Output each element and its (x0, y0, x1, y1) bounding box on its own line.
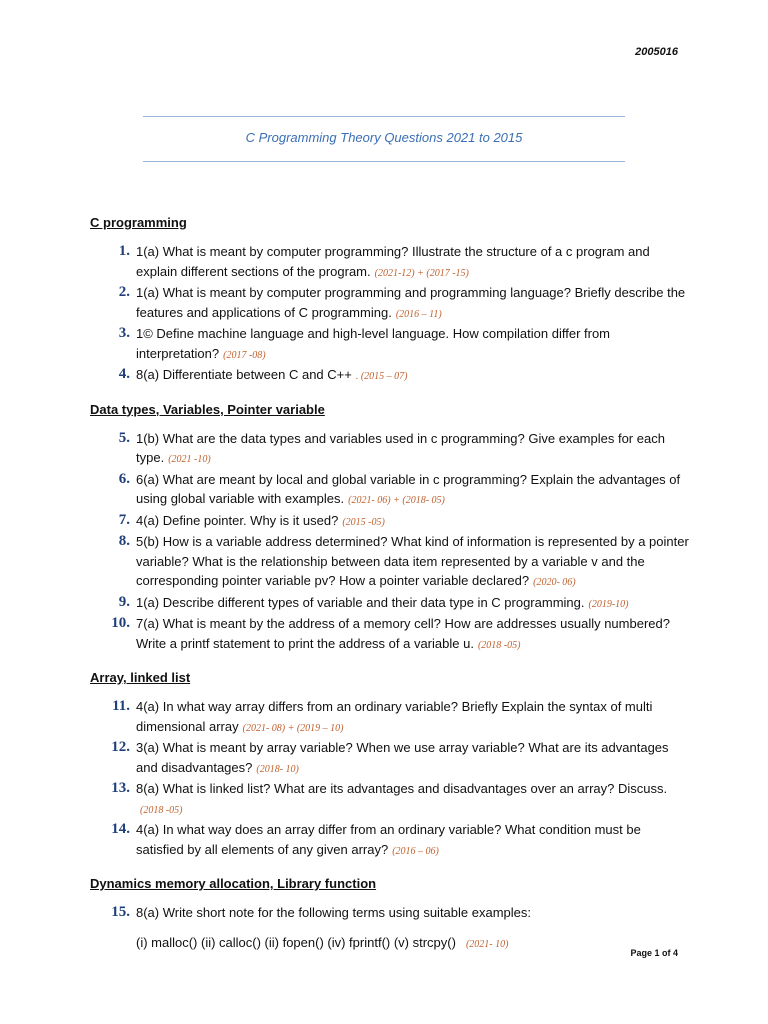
question-text: 1(a) Describe different types of variable and their data type in C programming. (136, 594, 585, 610)
question-item (90, 614, 690, 655)
question-item (90, 242, 690, 283)
question-text: 1(b) What are the data types and variables used in c programming? Give examples for each type. (136, 430, 665, 465)
section (90, 401, 690, 656)
exam-year-tag: (2017 -08) (223, 349, 266, 361)
question-text: 3(a) What is meant by array variable? When we use array variable? What are its advantages and disadvantages? (136, 740, 669, 775)
exam-year-tag: (2018 -05) (477, 639, 521, 651)
question-number: 14. (111, 821, 130, 837)
question-item (90, 324, 690, 365)
question-text: 6(a) What are meant by local and global variable in c programming? Explain the advantages of using global variable with examples. (136, 471, 681, 506)
exam-year-tag: (2021-12) + (2017 -15) (374, 267, 469, 279)
question-text: 4(a) Define pointer. Why is it used? (136, 512, 339, 528)
question-number: 1. (118, 243, 130, 259)
question-number: 11. (112, 698, 130, 714)
question-text: 4(a) In what way does an array differ from an ordinary variable? What condition must be satisfied by all elements of any given array? (136, 822, 641, 857)
question-text: 1(a) What is meant by computer programming and programming language? Briefly describe the features and applications of C programming. (136, 285, 686, 320)
exam-year-tag: . (2015 – 07) (355, 371, 408, 382)
exam-year-tag: (2016 – 06) (392, 845, 439, 857)
question-item (90, 470, 690, 511)
question-number: 7. (118, 511, 130, 528)
section-heading: Array, linked list (90, 670, 191, 685)
question-text: 1© Define machine language and high-level language. How compilation differ from interpretation? (136, 326, 611, 361)
question-item (90, 738, 690, 779)
question-number: 12. (111, 739, 130, 755)
exam-year-tag: (2020- 06) (533, 577, 576, 588)
question-number: 10. (111, 615, 130, 631)
title-bottom-rule (143, 161, 625, 162)
question-item (90, 283, 690, 324)
question-item (90, 593, 690, 615)
function-list-text: (i) malloc() (ii) calloc() (ii) fopen() (iv) fprintf() (v) strcpy() (136, 934, 456, 950)
question-items (90, 429, 690, 656)
page-number: Page 1 of 4 (630, 948, 678, 958)
exam-year-tag: (2021- 08) + (2019 – 10) (242, 722, 344, 734)
question-item (90, 697, 690, 738)
exam-year-tag: (2015 -05) (342, 516, 385, 528)
section (90, 214, 690, 387)
exam-year-tag: (2021 -10) (168, 454, 211, 465)
exam-year-tag: (2021- 06) + (2018- 05) (348, 495, 445, 506)
question-item (90, 511, 690, 533)
question-number: 13. (111, 780, 130, 796)
question-text: 1(a) What is meant by computer programming? Illustrate the structure of a c program and explain different sections of the program. (136, 244, 650, 279)
section (90, 669, 690, 861)
exam-year-tag: (2019-10) (588, 598, 629, 610)
exam-year-tag: (2018- 10) (256, 763, 299, 775)
function-list (90, 933, 690, 954)
question-item (90, 820, 690, 861)
question-items (90, 697, 690, 861)
question-items (90, 242, 690, 387)
question-item (90, 532, 690, 593)
question-number: 2. (118, 284, 130, 300)
question-text: 5(b) How is a variable address determined? What kind of information is represented by a pointer variable? What is the relationship between data item represented by a variable v and the corresponding pointer variable pv? How a pointer variable declared? (136, 534, 689, 588)
question-item (90, 779, 690, 820)
section-heading: C programming (90, 215, 187, 230)
exam-year-tag: (2018 -05) (140, 804, 183, 816)
question-item (90, 365, 690, 387)
question-number: 4. (118, 366, 130, 382)
section-heading: Dynamics memory allocation, Library function (90, 876, 377, 891)
question-number: 5. (118, 429, 130, 446)
title-top-rule (143, 116, 625, 117)
question-number: 3. (118, 325, 130, 341)
question-text: 8(a) Write short note for the following terms using suitable examples: (136, 905, 531, 920)
exam-year-tag: (2016 – 11) (395, 308, 442, 320)
question-number: 9. (118, 593, 130, 610)
question-text: 4(a) In what way array differs from an ordinary variable? Briefly Explain the syntax of multi dimensional array (136, 699, 653, 734)
section (90, 875, 690, 954)
question-text: 7(a) What is meant by the address of a memory cell? How are addresses usually numbered? Write a printf statement to print the address of a variable u. (136, 616, 670, 651)
question-number: 6. (118, 470, 130, 487)
question-text: 8(a) What is linked list? What are its advantages and disadvantages over an array? Discuss. (136, 781, 668, 796)
question-list (90, 214, 690, 968)
document-title: C Programming Theory Questions 2021 to 2015 (245, 130, 523, 145)
question-number: 8. (118, 533, 130, 549)
question-item (90, 903, 690, 923)
exam-year-tag: (2021- 10) (465, 938, 509, 950)
question-items (90, 903, 690, 923)
document-id: 2005016 (635, 46, 678, 58)
question-number: 15. (111, 904, 130, 920)
question-item (90, 429, 690, 470)
section-heading: Data types, Variables, Pointer variable (90, 401, 325, 417)
question-text: 8(a) Differentiate between C and C++ (136, 367, 352, 382)
